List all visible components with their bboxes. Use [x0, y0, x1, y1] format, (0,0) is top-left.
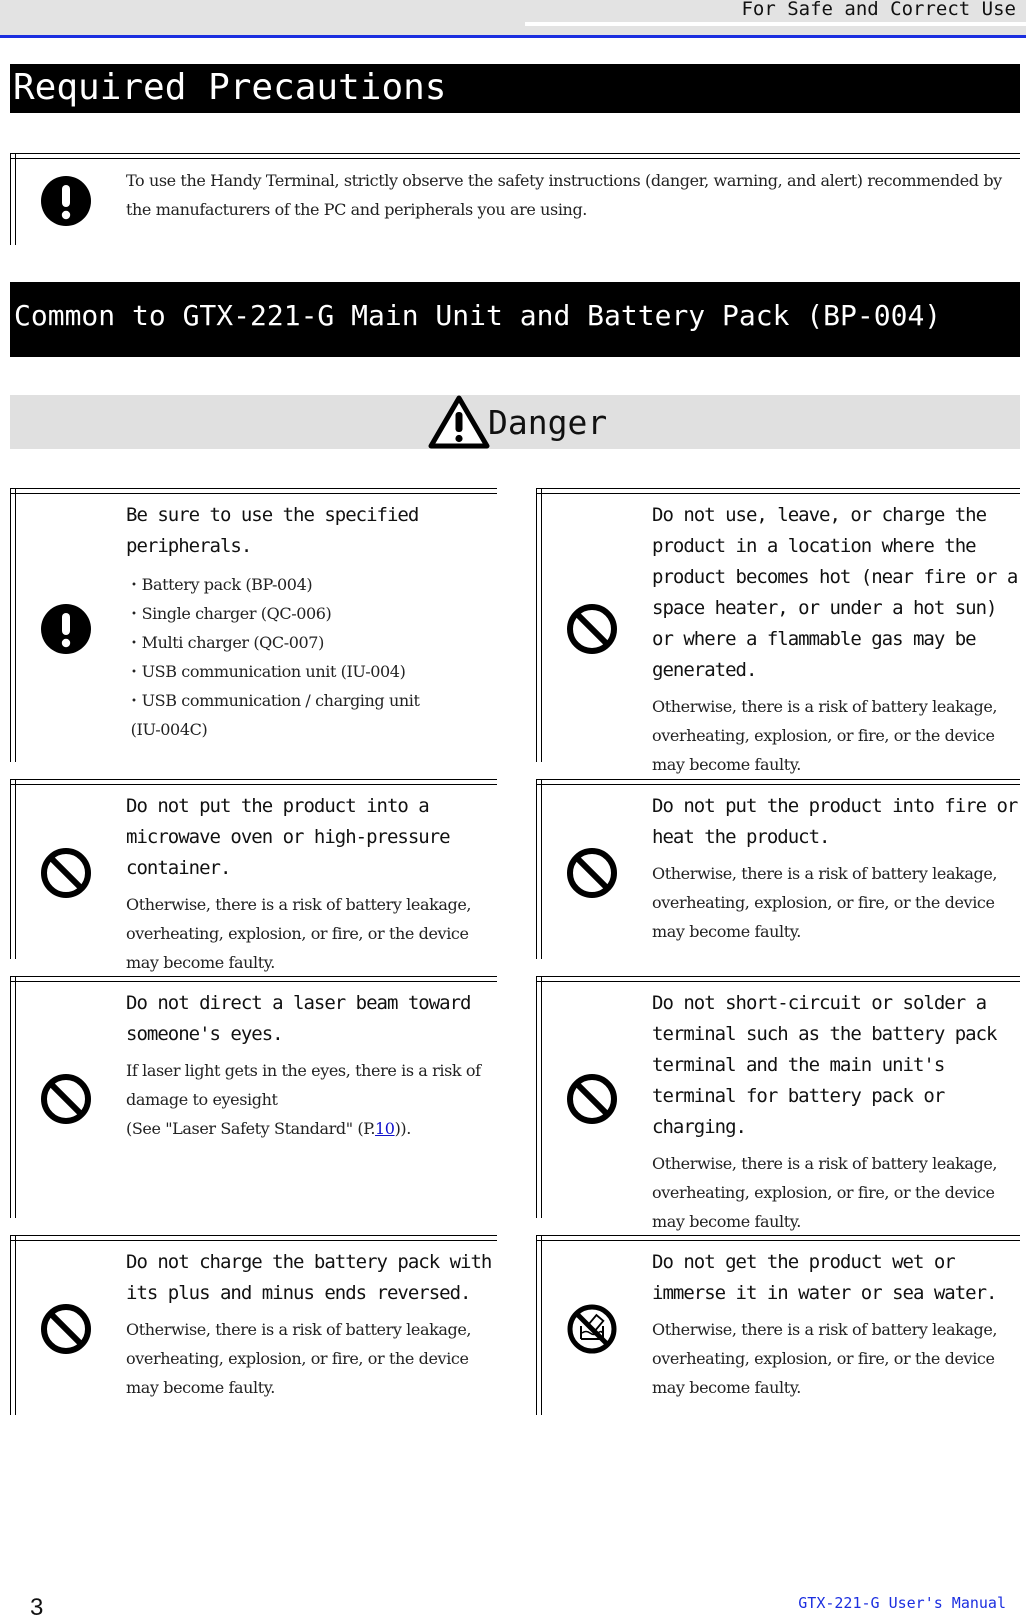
card-water — [536, 1235, 1020, 1415]
card-heading: Do not direct a laser beam toward someone's eyes. — [126, 992, 471, 1045]
card-body: If laser light gets in the eyes, there is a risk of damage to eyesight — [126, 1061, 481, 1109]
card-hot-location — [536, 488, 1020, 774]
list-item: (IU-004C) — [126, 720, 208, 739]
card-body: Otherwise, there is a risk of battery leakage, overheating, explosion, or fire, or the device may become faulty. — [652, 1320, 998, 1397]
card-laser — [10, 976, 497, 1218]
list-item: ・Battery pack (BP-004) — [126, 575, 313, 594]
prohibition-icon — [566, 847, 618, 899]
footer-manual-title: GTX-221-G User's Manual — [798, 1594, 1006, 1612]
card-fire — [536, 779, 1020, 959]
card-reversed — [10, 1235, 497, 1415]
card-reference: (See "Laser Safety Standard" (P.10)). — [126, 1119, 411, 1138]
list-item: ・USB communication / charging unit — [126, 691, 420, 710]
header-rule — [0, 35, 1026, 38]
card-heading: Do not charge the battery pack with its plus and minus ends reversed. — [126, 1251, 492, 1304]
section-required-bar — [10, 64, 1020, 113]
prohibition-icon — [40, 1303, 92, 1355]
page-number: 3 — [30, 1594, 44, 1621]
no-water-icon — [566, 1303, 618, 1355]
card-heading: Do not short-circuit or solder a terminal such as the battery pack terminal and the main unit's terminal for battery pack or charging. — [652, 992, 997, 1138]
prohibition-icon — [40, 847, 92, 899]
card-heading: Do not use, leave, or charge the product in a location where the product becomes hot (near fire or a space heater, or under a hot sun) or where a flammable gas may be generated. — [652, 504, 1018, 681]
list-item: ・Single charger (QC-006) — [126, 604, 332, 623]
header-title: For Safe and Correct Use — [741, 0, 1016, 20]
section-common-title: Common to GTX-221-G Main Unit and Battery Pack (BP-004) — [14, 299, 942, 332]
danger-bar — [10, 395, 1020, 449]
card-body: Otherwise, there is a risk of battery leakage, overheating, explosion, or fire, or the device may become faulty. — [126, 895, 472, 972]
list-item: ・Multi charger (QC-007) — [126, 633, 324, 652]
list-item: ・USB communication unit (IU-004) — [126, 662, 406, 681]
card-body: Otherwise, there is a risk of battery leakage, overheating, explosion, or fire, or the device may become faulty. — [652, 697, 998, 774]
card-peripherals — [10, 488, 497, 762]
prohibition-icon — [566, 1073, 618, 1125]
card-body: Otherwise, there is a risk of battery leakage, overheating, explosion, or fire, or the device may become faulty. — [652, 864, 998, 941]
card-microwave — [10, 779, 497, 972]
card-body: Otherwise, there is a risk of battery leakage, overheating, explosion, or fire, or the device may become faulty. — [126, 1320, 472, 1397]
header-divider — [525, 22, 1026, 26]
card-heading: Do not put the product into fire or heat the product. — [652, 795, 1018, 848]
exclamation-icon — [40, 603, 92, 655]
intro-text: To use the Handy Terminal, strictly observe the safety instructions (danger, warning, and alert) recommended by the manufacturers of the PC and peripherals you are using. — [126, 171, 1002, 219]
card-body: Otherwise, there is a risk of battery leakage, overheating, explosion, or fire, or the device may become faulty. — [652, 1154, 998, 1231]
exclamation-icon — [40, 175, 92, 227]
section-common-bar — [10, 282, 1020, 357]
intro-box — [10, 153, 1020, 245]
prohibition-icon — [40, 1073, 92, 1125]
card-heading: Do not get the product wet or immerse it in water or sea water. — [652, 1251, 997, 1304]
section-required-title: Required Precautions — [13, 67, 447, 108]
card-heading: Do not put the product into a microwave oven or high-pressure container. — [126, 795, 450, 879]
danger-label: Danger — [488, 402, 608, 442]
warning-triangle-icon — [428, 395, 490, 449]
card-short-circuit — [536, 976, 1020, 1231]
prohibition-icon — [566, 603, 618, 655]
page-link[interactable]: 10 — [375, 1119, 395, 1138]
card-heading: Be sure to use the specified peripherals. — [126, 504, 419, 557]
